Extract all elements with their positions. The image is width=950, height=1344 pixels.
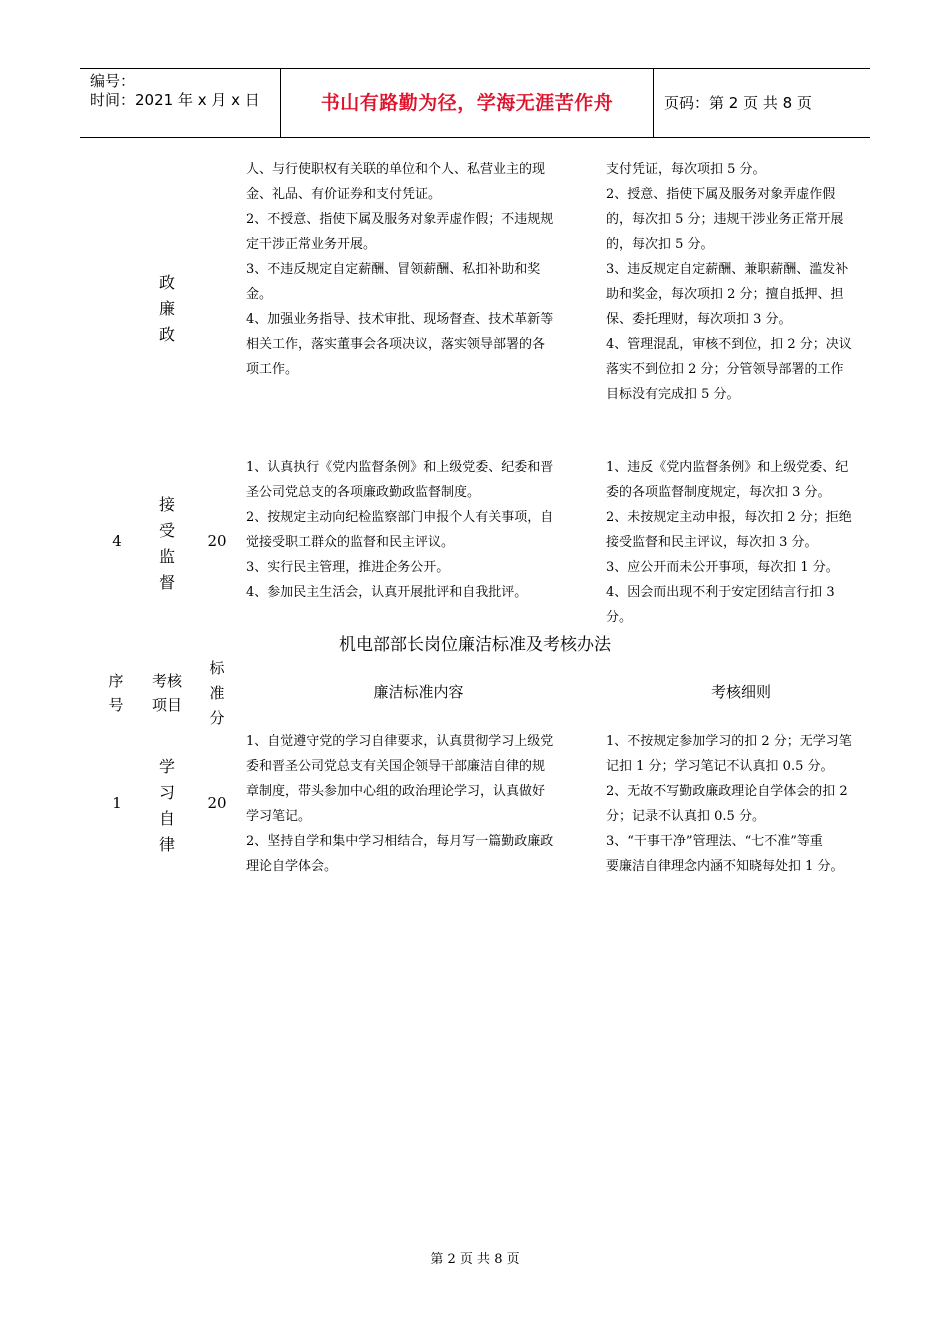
text-line: 4、管理混乱，审核不到位，扣 2 分；决议 <box>606 337 852 352</box>
seq-4: 4 <box>112 532 122 550</box>
item-name-xuexizilv: 学 习 自 律 <box>158 757 175 854</box>
text-line: 目标没有完成扣 5 分。 <box>606 387 740 402</box>
item-name-jieshoujiandu: 接 受 监 督 <box>158 495 175 592</box>
text-line: 要廉洁自律理念内涵不知晓每处扣 1 分。 <box>606 859 844 874</box>
text-line: 1、违反《党内监督条例》和上级党委、纪 <box>606 460 849 475</box>
text-line: 4、加强业务指导、技术审批、现场督查、技术革新等 <box>246 312 554 327</box>
text-line: 相关工作，落实董事会各项决议，落实领导部署的各 <box>246 337 546 352</box>
text-line: 分。 <box>606 610 633 625</box>
text-line: 章制度，带头参加中心组的政治理论学习，认真做好 <box>246 784 546 799</box>
seq-1: 1 <box>112 794 122 812</box>
score-20-a: 20 <box>207 532 227 550</box>
header-meta <box>80 69 281 137</box>
text-line: 3、违反规定自定薪酬、兼职薪酬、滥发补 <box>606 262 849 277</box>
text-line: 委和晋圣公司党总支有关国企领导干部廉洁自律的规 <box>246 759 546 774</box>
header-motto-cell <box>281 69 654 137</box>
text-line: 圣公司党总支的各项廉政勤政监督制度。 <box>246 485 481 500</box>
section1-standard <box>246 157 596 382</box>
col-score: 标 准 分 <box>209 659 225 727</box>
text-line: 觉接受职工群众的监督和民主评议。 <box>246 535 455 550</box>
text-line: 金。 <box>246 287 273 302</box>
text-line: 1、自觉遵守党的学习自律要求，认真贯彻学习上级党 <box>246 734 554 749</box>
text-line: 2、未按规定主动申报，每次扣 2 分；拒绝 <box>606 510 852 525</box>
motto: 书山有路勤为径，学海无涯苦作舟 <box>320 92 614 114</box>
text-line: 2、按规定主动向纪检监察部门申报个人有关事项，自 <box>246 510 554 525</box>
text-line: 金、礼品、有价证券和支付凭证。 <box>246 187 442 202</box>
item-name-zhenglianzheng: 政 廉 政 <box>158 273 175 344</box>
score-20-b: 20 <box>207 794 227 812</box>
page-header <box>80 68 870 138</box>
header-page-cell <box>654 69 870 137</box>
text-line: 3、不违反规定自定薪酬、冒领薪酬、私扣补助和奖 <box>246 262 541 277</box>
text-line: 的，每次扣 5 分；违规干涉业务正常开展 <box>606 212 844 227</box>
text-line: 支付凭证，每次项扣 5 分。 <box>606 162 766 177</box>
text-line: 委的各项监督制度规定，每次扣 3 分。 <box>606 485 831 500</box>
row1-standard <box>246 729 596 879</box>
col-detail: 考核细则 <box>710 683 771 701</box>
text-line: 1、不按规定参加学习的扣 2 分；无学习笔 <box>606 734 852 749</box>
row1-detail <box>606 729 881 879</box>
section1-detail <box>606 157 881 407</box>
text-line: 记扣 1 分；学习笔记不认真扣 0.5 分。 <box>606 759 834 774</box>
col-item: 考核 项目 <box>151 672 182 714</box>
text-line: 定干涉正常业务开展。 <box>246 237 377 252</box>
text-line: 助和奖金，每次项扣 2 分；擅自抵押、担 <box>606 287 844 302</box>
date-label: 时间：2021 年 x 月 x 日 <box>90 91 260 109</box>
page-label: 页码：第 2 页 共 8 页 <box>664 94 812 112</box>
text-line: 4、参加民主生活会，认真开展批评和自我批评。 <box>246 585 528 600</box>
text-line: 2、不授意、指使下属及服务对象弄虚作假；不违规规 <box>246 212 554 227</box>
text-line: 项工作。 <box>246 362 299 377</box>
text-line: 分；记录不认真扣 0.5 分。 <box>606 809 765 824</box>
text-line: 理论自学体会。 <box>246 859 338 874</box>
text-line: 1、认真执行《党内监督条例》和上级党委、纪委和晋 <box>246 460 554 475</box>
number-label: 编号： <box>90 72 136 90</box>
text-line: 3、“干事干净”管理法、“七不准”等重 <box>606 834 823 849</box>
section2-detail <box>606 455 881 630</box>
text-line: 人、与行使职权有关联的单位和个人、私营业主的现 <box>246 162 546 177</box>
text-line: 2、无故不写勤政廉政理论自学体会的扣 2 <box>606 784 848 799</box>
text-line: 4、因会而出现不利于安定团结言行扣 3 <box>606 585 835 600</box>
table-title: 机电部部长岗位廉洁标准及考核办法 <box>339 635 611 655</box>
col-standard: 廉洁标准内容 <box>373 683 464 701</box>
text-line: 2、授意、指使下属及服务对象弄虚作假 <box>606 187 836 202</box>
text-line: 学习笔记。 <box>246 809 312 824</box>
text-line: 2、坚持自学和集中学习相结合，每月写一篇勤政廉政 <box>246 834 554 849</box>
text-line: 接受监督和民主评议，每次扣 3 分。 <box>606 535 818 550</box>
text-line: 3、实行民主管理，推进企务公开。 <box>246 560 450 575</box>
col-seq: 序 号 <box>108 672 124 714</box>
section2-standard <box>246 455 596 605</box>
text-line: 3、应公开而未公开事项，每次扣 1 分。 <box>606 560 839 575</box>
text-line: 的，每次扣 5 分。 <box>606 237 714 252</box>
text-line: 落实不到位扣 2 分；分管领导部署的工作 <box>606 362 844 377</box>
text-line: 保、委托理财，每次项扣 3 分。 <box>606 312 792 327</box>
page-footer: 第 2 页 共 8 页 <box>430 1252 520 1267</box>
